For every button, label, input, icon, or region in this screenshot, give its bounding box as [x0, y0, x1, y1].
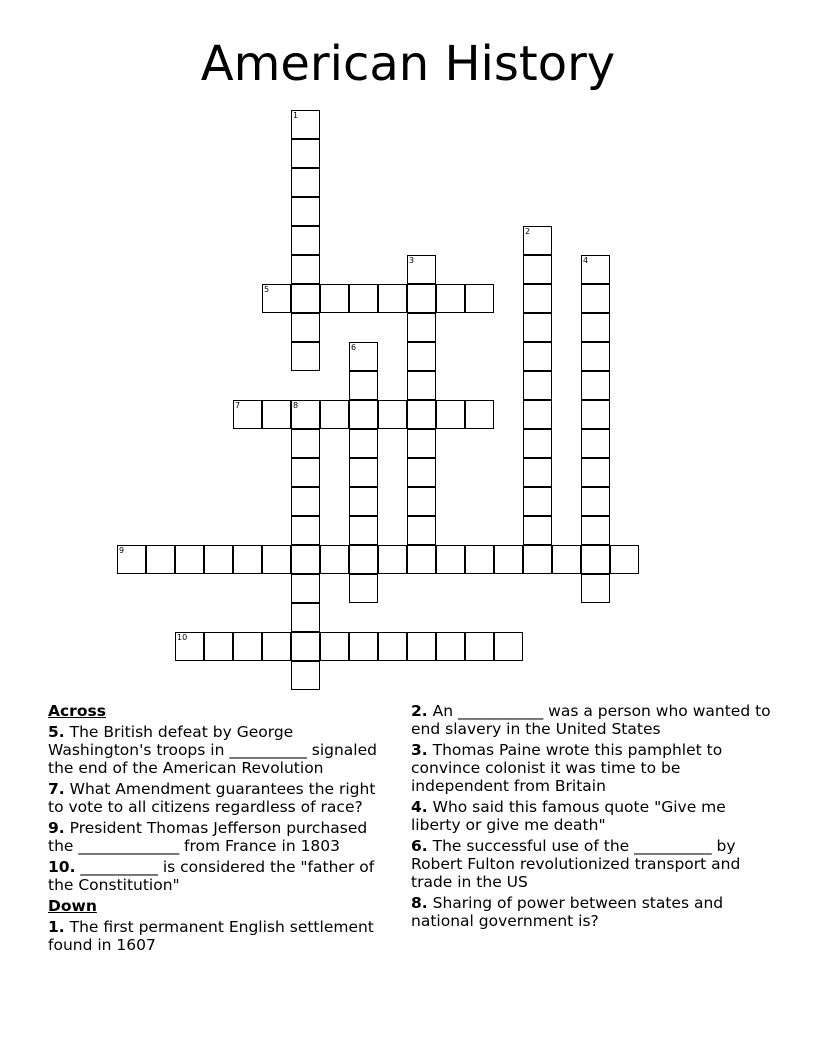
grid-cell[interactable] [291, 139, 320, 168]
down-heading: Down [48, 897, 97, 915]
grid-cell[interactable] [581, 574, 610, 603]
grid-cell[interactable] [204, 632, 233, 661]
grid-cell[interactable] [291, 284, 320, 313]
grid-cell[interactable] [378, 545, 407, 574]
grid-cell[interactable] [291, 400, 320, 429]
clue-item [411, 702, 771, 738]
across-clue-list [48, 723, 393, 894]
grid-cell[interactable] [349, 429, 378, 458]
clue-item [48, 780, 393, 816]
grid-cell[interactable] [552, 545, 581, 574]
grid-cell[interactable] [291, 458, 320, 487]
grid-cell[interactable] [291, 516, 320, 545]
clue-text: Thomas Paine wrote this pamphlet to convince colonist it was time to be independent from Britain [411, 741, 723, 795]
grid-cell[interactable] [320, 632, 349, 661]
grid-cell[interactable] [204, 545, 233, 574]
clue-item [48, 723, 393, 777]
grid-cell[interactable] [349, 400, 378, 429]
grid-cell[interactable] [291, 313, 320, 342]
grid-cell[interactable] [291, 545, 320, 574]
clue-text: Sharing of power between states and national government is? [411, 894, 724, 930]
grid-cell[interactable] [407, 487, 436, 516]
grid-cell[interactable] [523, 516, 552, 545]
cell-number: 2 [525, 227, 531, 236]
grid-cell[interactable] [262, 284, 291, 313]
grid-cell[interactable] [349, 516, 378, 545]
grid-cell[interactable] [581, 487, 610, 516]
grid-cell[interactable] [407, 342, 436, 371]
grid-cell[interactable] [436, 632, 465, 661]
grid-cell[interactable] [291, 661, 320, 690]
grid-cell[interactable] [407, 313, 436, 342]
grid-cell[interactable] [407, 284, 436, 313]
grid-cell[interactable] [581, 313, 610, 342]
clue-number: 10. [48, 858, 76, 876]
grid-cell[interactable] [407, 400, 436, 429]
clue-number: 4. [411, 798, 428, 816]
across-heading: Across [48, 702, 106, 720]
cell-number: 1 [293, 111, 299, 120]
grid-cell[interactable] [262, 545, 291, 574]
down-clue-list [48, 918, 393, 954]
grid-cell[interactable] [349, 458, 378, 487]
grid-cell[interactable] [436, 284, 465, 313]
clue-item [48, 858, 393, 894]
grid-cell[interactable] [581, 516, 610, 545]
grid-cell[interactable] [175, 632, 204, 661]
clue-item [411, 837, 771, 891]
clue-text: An ___________ was a person who wanted to end slavery in the United States [411, 702, 771, 738]
grid-cell[interactable] [581, 342, 610, 371]
grid-cell[interactable] [523, 313, 552, 342]
grid-cell[interactable] [581, 545, 610, 574]
grid-cell[interactable] [349, 371, 378, 400]
grid-cell[interactable] [494, 545, 523, 574]
grid-cell[interactable] [175, 545, 204, 574]
clue-item [411, 741, 771, 795]
grid-cell[interactable] [494, 632, 523, 661]
grid-cell[interactable] [465, 545, 494, 574]
clue-number: 9. [48, 819, 65, 837]
clues-right-column [411, 702, 771, 933]
grid-cell[interactable] [291, 110, 320, 139]
grid-cell[interactable] [320, 545, 349, 574]
grid-cell[interactable] [291, 574, 320, 603]
grid-cell[interactable] [378, 400, 407, 429]
grid-cell[interactable] [436, 545, 465, 574]
clue-text: Who said this famous quote "Give me liberty or give me death" [411, 798, 726, 834]
clue-text: What Amendment guarantees the right to vote to all citizens regardless of race? [48, 780, 376, 816]
grid-cell[interactable] [581, 458, 610, 487]
grid-cell[interactable] [117, 545, 146, 574]
grid-cell[interactable] [378, 284, 407, 313]
grid-cell[interactable] [523, 255, 552, 284]
grid-cell[interactable] [291, 197, 320, 226]
grid-cell[interactable] [523, 487, 552, 516]
grid-cell[interactable] [407, 516, 436, 545]
cell-number: 8 [293, 401, 299, 410]
clue-number: 2. [411, 702, 428, 720]
grid-cell[interactable] [523, 400, 552, 429]
grid-cell[interactable] [291, 632, 320, 661]
clue-number: 7. [48, 780, 65, 798]
grid-cell[interactable] [233, 545, 262, 574]
clues-left-column [48, 702, 393, 957]
clue-number: 1. [48, 918, 65, 936]
grid-cell[interactable] [407, 255, 436, 284]
grid-cell[interactable] [523, 342, 552, 371]
grid-cell[interactable] [523, 371, 552, 400]
grid-cell[interactable] [146, 545, 175, 574]
grid-cell[interactable] [349, 632, 378, 661]
cell-number: 9 [119, 546, 125, 555]
grid-cell[interactable] [465, 632, 494, 661]
grid-cell[interactable] [291, 168, 320, 197]
clue-item [48, 918, 393, 954]
cell-number: 4 [583, 256, 589, 265]
grid-cell[interactable] [262, 632, 291, 661]
clue-number: 3. [411, 741, 428, 759]
cell-number: 5 [264, 285, 270, 294]
clue-text: The first permanent English settlement found in 1607 [48, 918, 374, 954]
grid-cell[interactable] [291, 487, 320, 516]
grid-cell[interactable] [262, 400, 291, 429]
grid-cell[interactable] [291, 342, 320, 371]
cell-number: 6 [351, 343, 357, 352]
grid-cell[interactable] [349, 487, 378, 516]
grid-cell[interactable] [407, 458, 436, 487]
grid-cell[interactable] [320, 284, 349, 313]
puzzle-title: American History [200, 36, 616, 92]
grid-cell[interactable] [581, 429, 610, 458]
grid-cell[interactable] [291, 429, 320, 458]
cell-number: 10 [177, 633, 188, 642]
grid-cell[interactable] [291, 603, 320, 632]
grid-cell[interactable] [407, 371, 436, 400]
cell-number: 7 [235, 401, 241, 410]
grid-cell[interactable] [407, 632, 436, 661]
grid-cell[interactable] [233, 400, 262, 429]
grid-cell[interactable] [349, 545, 378, 574]
grid-cell[interactable] [523, 458, 552, 487]
clue-text: The British defeat by George Washington's troops in __________ signaled the end of the American Revolution [48, 723, 377, 777]
grid-cell[interactable] [523, 545, 552, 574]
grid-cell[interactable] [581, 400, 610, 429]
grid-cell[interactable] [291, 255, 320, 284]
grid-cell[interactable] [378, 632, 407, 661]
grid-cell[interactable] [610, 545, 639, 574]
clue-text: President Thomas Jefferson purchased the _____________ from France in 1803 [48, 819, 368, 855]
grid-cell[interactable] [465, 400, 494, 429]
grid-cell[interactable] [581, 284, 610, 313]
grid-cell[interactable] [233, 632, 262, 661]
clue-number: 6. [411, 837, 428, 855]
grid-cell[interactable] [407, 545, 436, 574]
grid-cell[interactable] [465, 284, 494, 313]
grid-cell[interactable] [349, 342, 378, 371]
clue-text: The successful use of the __________ by Robert Fulton revolutionized transport and trade in the US [411, 837, 741, 891]
clue-number: 5. [48, 723, 65, 741]
grid-cell[interactable] [407, 429, 436, 458]
clue-number: 8. [411, 894, 428, 912]
grid-cell[interactable] [523, 429, 552, 458]
grid-cell[interactable] [523, 284, 552, 313]
grid-cell[interactable] [349, 574, 378, 603]
grid-cell[interactable] [581, 371, 610, 400]
down-clue-list-continued [411, 702, 771, 930]
clue-text: __________ is considered the "father of the Constitution" [48, 858, 375, 894]
clue-item [411, 894, 771, 930]
grid-cell[interactable] [291, 226, 320, 255]
cell-number: 3 [409, 256, 415, 265]
grid-cell[interactable] [523, 226, 552, 255]
grid-cell[interactable] [581, 255, 610, 284]
clue-item [48, 819, 393, 855]
grid-cell[interactable] [349, 284, 378, 313]
clue-item [411, 798, 771, 834]
grid-cell[interactable] [436, 400, 465, 429]
grid-cell[interactable] [320, 400, 349, 429]
